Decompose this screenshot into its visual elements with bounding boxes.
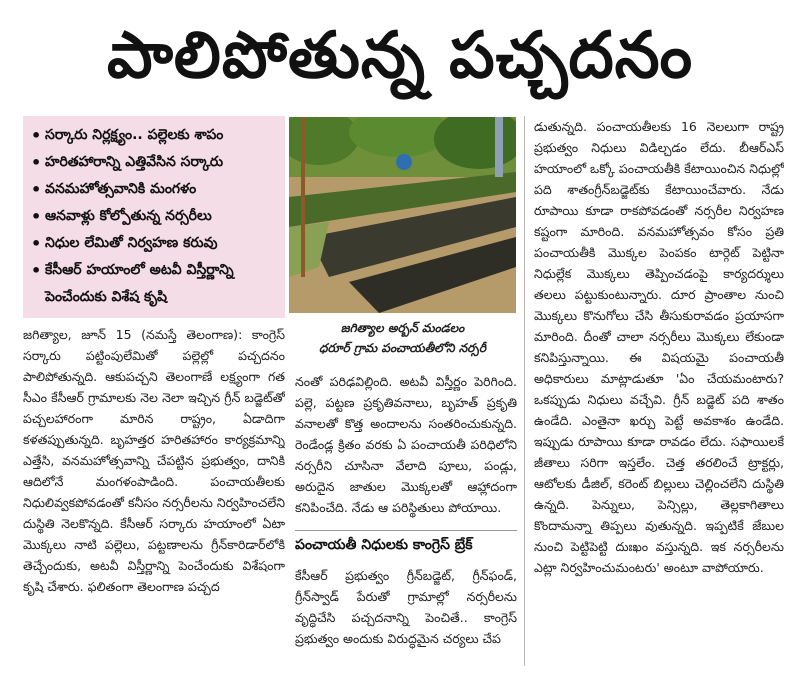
article-column-left: జగిత్యాల, జూన్ 15 (నమస్తే తెలంగాణ): కాంగ్రెస్ సర్కారు పట్టింపులేమితో పల్లెల్లో పచ్చదనం పాలిపోతున్నది. ఆకుపచ్చని తెలంగాణే లక్ష్యంగా గత సీఎం కేసీఆర్ గ్రామాలకు నెల నెలా ఇచ్చిన గ్రీన్ బడ్జెట్‌తో పచ్చలహారంగా మారిన రాష్ట్రం, ఏడాదిగా కళతప్పుతున్నది. బృహత్తర హరితహారం కార్యక్రమాన్ని ఎత్తేసి, వనమహోత్సవాన్ని చేపట్టిన ప్రభుత్వం, దానికి ఆదిలోనే మంగళంపాడింది. పంచాయతీలకు నిధులివ్వకపోవడంతో కనీసం నర్సరీలను నిర్వహించలేని దుస్థితి నెలకొన్నది. కేసీఆర్ సర్కారు హయాంలో ఏటా మొక్కలు నాటి పల్లెలు, పట్టణాలను గ్రీన్‌కారిడార్‌లోకి తెచ్చేందుకు, అటవీ విస్తీర్ణాన్ని పెంచేందుకు విశేషంగా కృషి చేశారు. ఫలితంగా తెలంగాణ పచ్చద [23, 327, 285, 594]
highlight-item: • నిధుల లేమితో నిర్వహణ కరువు [31, 230, 279, 257]
column-divider [524, 116, 525, 666]
caption-line-2: ధరూర్ గ్రామ పంచాయతీలోని నర్సరీ [318, 341, 487, 355]
headline: పాలిపోతున్న పచ్చదనం [106, 19, 694, 93]
highlight-item: • కేసీఆర్ హయాంలో అటవీ విస్తీర్ణాన్ని పెంచేందుకు విశేష కృషి [31, 257, 279, 311]
nursery-photo [289, 117, 516, 313]
highlights-list [31, 122, 279, 311]
photo-caption [289, 318, 516, 362]
highlight-item: • హరితహారాన్ని ఎత్తివేసిన సర్కారు [31, 149, 279, 176]
nursery-photo-illustration [289, 117, 516, 313]
highlights-box [23, 116, 285, 318]
highlight-item: • సర్కారు నిర్లక్ష్యం.. పల్లెలకు శాపం [31, 122, 279, 149]
article-column-right: డుతున్నది. పంచాయతీలకు 16 నెలలుగా రాష్ట్ర ప్రభుత్వం నిధులు విడిల్చడం లేదు. బీఆర్‌ఎస్ హయాంలో ఒక్కో పంచాయతీకి కేటాయించిన నిధుల్లో పది శాతంగ్రీన్‌బడ్జెట్‌కు కేటాయించేవారు. నేడు రూపాయి కూడా రాకపోవడంతో నర్సరీల నిర్వహణ కష్టంగా మారింది. వనమహోత్సవం కోసం ప్రతి పంచాయతీకి మొక్కల పెంపకం టార్గెట్ పెట్టినా నిధుల్లేక మొక్కలు తెప్పించడంపై కార్యదర్శులు తలలు పట్టుకుంటున్నారు. దూర ప్రాంతాల నుంచి మొక్కలు కొనుగోలు చేసి తీసుకురావడం ప్రయాసగా మారింది. దీంతో చాలా నర్సరీలు మొక్కలు లేకుండా కనిపిస్తున్నాయి. ఈ విషయమై పంచాయతీ అధికారులు మాట్లాడుతూ 'ఏం చేయమంటారు? ఒకప్పుడు నిధులు వచ్చేవి. గ్రీన్ బడ్జెట్ పది శాతం ఉండేది. ఎంతైనా ఖర్చు పెట్టే అవకాశం ఉండేది. ఇప్పుడు రూపాయి కూడా రావడం లేదు. సఫాయిలకే జీతాలు సరిగా ఇస్తలేం. చెత్త తరలించే ట్రాక్టర్లు, ఆటోలకు డీజిల్, కరెంట్ బిల్లులు చెల్లించలేని దుస్థితి ఉన్నది. పెన్నులు, పెన్సిల్లు, తెల్లకాగితాలు కొందామన్నా తిప్పలు వుతున్నది. ఇప్పటికే జేబుల నుంచి పెట్టిపెట్టి దుఃఖం వస్తున్నది. ఇక నర్సరీలను ఎట్లా నిర్వహించుమంటరు' అంటూ వాపోయారు. [534, 119, 784, 575]
highlight-item: • వనమహోత్సవానికి మంగళం [31, 176, 279, 203]
article-column-middle: నంతో పరిఢవిల్లింది. అటవీ విస్తీర్ణం పెరిగింది. పల్లె, పట్టణ ప్రకృతివనాలు, బృహత్ ప్రకృతి వనాలతో కొత్త అందాలను సంతరించుకున్నది. రెండేండ్ల క్రితం వరకు ఏ పంచాయతీ పరిధిలోని నర్సరీని చూసినా వేలాది పూలు, పండ్లు, అరుదైన జాతుల మొక్కలతో ఆహ్లాదంగా కనిపించేది. నేడు ఆ పరిస్థితులు పోయాయి. [295, 374, 517, 515]
caption-line-1: జగిత్యాల అర్బన్ మండలం [340, 321, 465, 335]
highlight-item: • ఆనవాళ్లు కోల్పోతున్న నర్సరీలు [31, 203, 279, 230]
article-column-middle-lower: కేసీఆర్ ప్రభుత్వం గ్రీన్‌బడ్జెట్, గ్రీన్‌ఫండ్, గ్రీన్‌స్వాడ్ పేరుతో గ్రామాల్లో నర్సరీలను వృద్ధిచేసి పచ్చదనాన్ని పెంచితే.. కాంగ్రెస్ ప్రభుత్వం అందుకు విరుద్ధమైన చర్యలు చేప [295, 568, 517, 646]
article-subheading: పంచాయతీ నిధులకు కాంగ్రెస్ బ్రేక్ [295, 530, 517, 559]
